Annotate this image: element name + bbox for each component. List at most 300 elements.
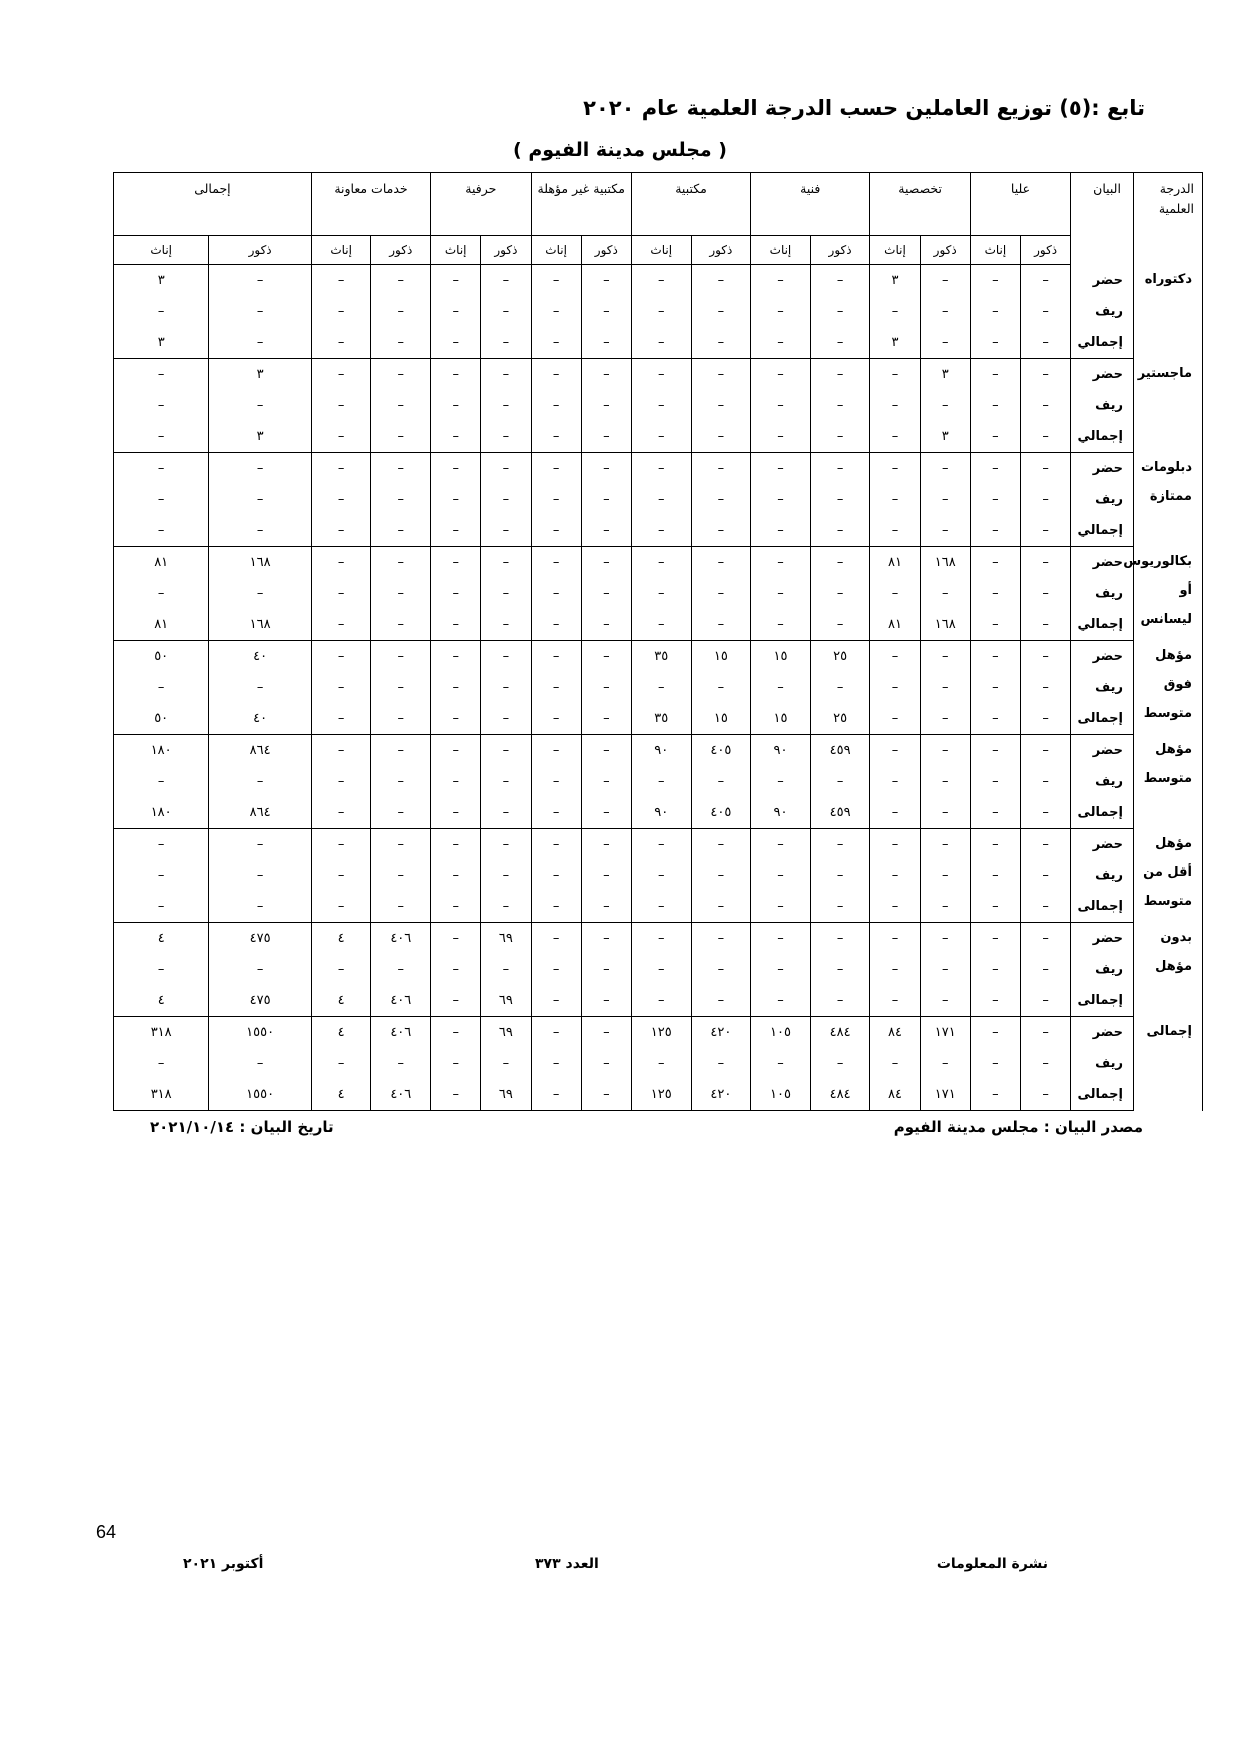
table-cell: – <box>970 421 1020 453</box>
table-cell: – <box>114 578 209 609</box>
table-cell: – <box>114 891 209 923</box>
table-cell: – <box>751 829 811 861</box>
table-cell: – <box>1021 1048 1071 1079</box>
table-row <box>114 985 1203 1017</box>
table-cell: – <box>870 390 920 421</box>
table-cell: – <box>691 766 751 797</box>
table-cell: – <box>1021 641 1071 673</box>
table-cell: – <box>751 923 811 955</box>
table-cell: – <box>751 453 811 485</box>
table-cell: – <box>371 954 431 985</box>
table-row <box>114 954 1203 985</box>
table-cell: – <box>114 860 209 891</box>
table-cell: – <box>810 609 870 641</box>
area-label: ريف <box>1071 484 1134 515</box>
table-cell: – <box>870 829 920 861</box>
table-cell: – <box>209 1048 312 1079</box>
table-cell: ١٧١ <box>920 1079 970 1111</box>
table-row <box>114 766 1203 797</box>
table-cell: – <box>371 797 431 829</box>
table-cell: ٣ <box>920 421 970 453</box>
table-cell: – <box>810 672 870 703</box>
table-cell: – <box>870 421 920 453</box>
table-cell: – <box>531 578 581 609</box>
table-cell: – <box>751 609 811 641</box>
table-cell: – <box>631 578 691 609</box>
table-cell: ١٦٨ <box>920 609 970 641</box>
table-cell: – <box>531 829 581 861</box>
table-cell: – <box>631 1048 691 1079</box>
table-cell: – <box>631 453 691 485</box>
table-cell: – <box>531 766 581 797</box>
table-cell: – <box>970 766 1020 797</box>
table-cell: – <box>209 484 312 515</box>
table-cell: – <box>1021 797 1071 829</box>
table-cell: – <box>691 578 751 609</box>
data-date: تاريخ البيان : ٢٠٢١/١٠/١٤ <box>150 1118 334 1136</box>
table-cell: – <box>431 641 481 673</box>
table-cell: – <box>691 390 751 421</box>
table-cell: ٤٠٥ <box>691 735 751 767</box>
table-cell: – <box>1021 265 1071 297</box>
table-cell: – <box>1021 860 1071 891</box>
table-cell: ٨٦٤ <box>209 797 312 829</box>
table-cell: ١٢٥ <box>631 1017 691 1049</box>
degree-label: بكالوريوس أو ليسانس <box>1133 547 1202 641</box>
table-cell: – <box>810 265 870 297</box>
table-cell: – <box>920 766 970 797</box>
table-cell: – <box>1021 578 1071 609</box>
table-cell: – <box>751 1048 811 1079</box>
area-label: حضر <box>1071 453 1134 485</box>
table-cell: – <box>691 829 751 861</box>
table-cell: – <box>581 923 631 955</box>
table-cell: – <box>581 327 631 359</box>
table-cell: – <box>581 1017 631 1049</box>
table-cell: ١٥ <box>751 641 811 673</box>
table-cell: ٣ <box>114 327 209 359</box>
table-cell: – <box>431 923 481 955</box>
table-cell: – <box>431 547 481 579</box>
table-cell: – <box>920 735 970 767</box>
area-label: ريف <box>1071 860 1134 891</box>
table-cell: – <box>1021 453 1071 485</box>
table-cell: – <box>691 1048 751 1079</box>
table-cell: – <box>481 954 531 985</box>
table-cell: ٣ <box>870 265 920 297</box>
table-row <box>114 1017 1203 1049</box>
table-cell: – <box>481 296 531 327</box>
table-cell: – <box>311 421 371 453</box>
header-females: إناث <box>431 236 481 265</box>
table-cell: – <box>531 390 581 421</box>
table-cell: – <box>631 672 691 703</box>
table-cell: – <box>970 829 1020 861</box>
table-cell: – <box>870 923 920 955</box>
table-cell: – <box>481 703 531 735</box>
header-females: إناث <box>311 236 371 265</box>
table-cell: – <box>209 578 312 609</box>
table-cell: ٨١ <box>114 609 209 641</box>
degree-label: بدون مؤهل <box>1133 923 1202 1017</box>
table-cell: ٣٥ <box>631 641 691 673</box>
table-cell: – <box>810 766 870 797</box>
table-cell: – <box>481 735 531 767</box>
table-cell: – <box>870 735 920 767</box>
table-cell: ٤٠ <box>209 641 312 673</box>
table-cell: – <box>311 860 371 891</box>
table-cell: ٣١٨ <box>114 1017 209 1049</box>
table-cell: – <box>311 672 371 703</box>
table-cell: – <box>1021 735 1071 767</box>
table-cell: – <box>870 296 920 327</box>
table-cell: ٤٠٦ <box>371 923 431 955</box>
table-cell: – <box>481 484 531 515</box>
table-cell: ٤٥٩ <box>810 735 870 767</box>
table-cell: – <box>311 327 371 359</box>
table-cell: – <box>371 860 431 891</box>
table-cell: – <box>1021 829 1071 861</box>
table-cell: – <box>970 1017 1020 1049</box>
table-cell: – <box>114 390 209 421</box>
table-cell: – <box>920 923 970 955</box>
table-cell: – <box>581 891 631 923</box>
table-cell: – <box>631 359 691 391</box>
table-cell: – <box>1021 1017 1071 1049</box>
table-cell: ٤٠٥ <box>691 797 751 829</box>
table-cell: – <box>531 797 581 829</box>
table-cell: – <box>581 735 631 767</box>
table-cell: – <box>371 829 431 861</box>
table-cell: – <box>691 453 751 485</box>
table-cell: ٤٨٤ <box>810 1017 870 1049</box>
table-cell: – <box>631 860 691 891</box>
table-cell: ٣ <box>870 327 920 359</box>
table-cell: – <box>481 672 531 703</box>
table-cell: – <box>970 547 1020 579</box>
table-cell: ١٥٥٠ <box>209 1017 312 1049</box>
area-label: ريف <box>1071 672 1134 703</box>
table-cell: – <box>631 829 691 861</box>
table-cell: – <box>209 766 312 797</box>
employees-by-degree-table <box>113 172 1203 1111</box>
table-cell: ١٦٨ <box>209 547 312 579</box>
area-label: حضر <box>1071 829 1134 861</box>
table-cell: – <box>114 515 209 547</box>
header-category-ulya: عليا <box>970 173 1070 236</box>
table-cell: – <box>751 359 811 391</box>
table-cell: – <box>1021 703 1071 735</box>
table-cell: – <box>1021 985 1071 1017</box>
table-cell: – <box>1021 954 1071 985</box>
table-cell: – <box>870 954 920 985</box>
table-cell: – <box>581 421 631 453</box>
table-cell: – <box>751 672 811 703</box>
area-label: إجمالي <box>1071 421 1134 453</box>
table-row <box>114 829 1203 861</box>
table-cell: – <box>870 515 920 547</box>
table-row <box>114 453 1203 485</box>
table-cell: – <box>481 641 531 673</box>
table-cell: – <box>371 359 431 391</box>
header-males: ذكور <box>209 236 312 265</box>
area-label: حضر <box>1071 265 1134 297</box>
table-cell: – <box>209 891 312 923</box>
table-cell: – <box>631 766 691 797</box>
table-cell: – <box>920 390 970 421</box>
table-cell: – <box>481 547 531 579</box>
table-cell: – <box>1021 484 1071 515</box>
table-cell: ١٨٠ <box>114 797 209 829</box>
table-cell: – <box>970 641 1020 673</box>
table-cell: – <box>691 985 751 1017</box>
table-cell: – <box>581 484 631 515</box>
table-cell: – <box>311 1048 371 1079</box>
table-cell: – <box>751 578 811 609</box>
table-cell: – <box>531 296 581 327</box>
table-cell: – <box>371 609 431 641</box>
table-cell: – <box>1021 672 1071 703</box>
table-cell: – <box>631 390 691 421</box>
table-cell: – <box>920 641 970 673</box>
table-cell: – <box>311 641 371 673</box>
table-cell: ٣ <box>114 265 209 297</box>
data-source: مصدر البيان : مجلس مدينة الفيوم <box>893 1118 1143 1136</box>
table-cell: – <box>311 547 371 579</box>
table-cell: – <box>631 421 691 453</box>
table-cell: – <box>371 296 431 327</box>
table-cell: – <box>1021 766 1071 797</box>
table-cell: – <box>531 860 581 891</box>
table-cell: – <box>209 453 312 485</box>
table-cell: – <box>751 985 811 1017</box>
header-females: إناث <box>751 236 811 265</box>
table-cell: – <box>481 265 531 297</box>
table-cell: – <box>431 578 481 609</box>
table-cell: ٤ <box>311 985 371 1017</box>
table-cell: – <box>970 703 1020 735</box>
table-cell: – <box>581 672 631 703</box>
area-label: إجمالي <box>1071 327 1134 359</box>
table-cell: – <box>209 829 312 861</box>
table-cell: – <box>810 578 870 609</box>
table-cell: – <box>371 766 431 797</box>
table-cell: – <box>114 954 209 985</box>
table-cell: – <box>970 453 1020 485</box>
table-cell: ٢٥ <box>810 641 870 673</box>
table-cell: ٨١ <box>870 547 920 579</box>
area-label: ريف <box>1071 1048 1134 1079</box>
table-cell: – <box>431 359 481 391</box>
table-cell: ٩٠ <box>751 797 811 829</box>
table-cell: – <box>209 390 312 421</box>
table-cell: – <box>751 484 811 515</box>
table-cell: ٤٠ <box>209 703 312 735</box>
table-cell: – <box>481 891 531 923</box>
table-cell: – <box>920 327 970 359</box>
table-cell: – <box>431 327 481 359</box>
table-cell: ٤ <box>114 985 209 1017</box>
table-cell: – <box>970 578 1020 609</box>
table-cell: – <box>870 1048 920 1079</box>
table-cell: ٦٩ <box>481 985 531 1017</box>
table-cell: – <box>810 547 870 579</box>
table-cell: – <box>751 296 811 327</box>
area-label: حضر <box>1071 359 1134 391</box>
table-row <box>114 672 1203 703</box>
header-bayan: البيان <box>1071 173 1134 265</box>
table-cell: ٤٥٩ <box>810 797 870 829</box>
table-cell: – <box>970 797 1020 829</box>
table-cell: – <box>581 1079 631 1111</box>
table-cell: – <box>531 453 581 485</box>
table-cell: – <box>311 609 371 641</box>
table-cell: – <box>691 954 751 985</box>
table-cell: – <box>870 672 920 703</box>
table-cell: – <box>531 1079 581 1111</box>
table-cell: – <box>371 390 431 421</box>
table-cell: – <box>431 515 481 547</box>
table-cell: – <box>371 703 431 735</box>
table-cell: – <box>311 954 371 985</box>
table-cell: – <box>431 296 481 327</box>
table-cell: – <box>920 860 970 891</box>
table-cell: – <box>691 672 751 703</box>
header-males: ذكور <box>691 236 751 265</box>
area-label: حضر <box>1071 1017 1134 1049</box>
header-category-maktabiya: مكتبية <box>631 173 750 236</box>
table-cell: – <box>970 735 1020 767</box>
area-label: إجمالي <box>1071 609 1134 641</box>
table-cell: – <box>114 829 209 861</box>
table-cell: ٩٠ <box>631 735 691 767</box>
table-cell: – <box>1021 359 1071 391</box>
table-cell: – <box>691 515 751 547</box>
table-cell: – <box>311 390 371 421</box>
table-cell: – <box>371 484 431 515</box>
table-cell: – <box>371 265 431 297</box>
table-row <box>114 609 1203 641</box>
table-cell: – <box>970 359 1020 391</box>
table-cell: – <box>531 515 581 547</box>
table-cell: – <box>311 578 371 609</box>
table-cell: – <box>970 390 1020 421</box>
table-cell: – <box>209 265 312 297</box>
table-row <box>114 484 1203 515</box>
table-cell: – <box>1021 609 1071 641</box>
table-cell: ١٥٥٠ <box>209 1079 312 1111</box>
table-cell: – <box>581 547 631 579</box>
table-cell: ١٧١ <box>920 1017 970 1049</box>
table-cell: – <box>970 985 1020 1017</box>
table-cell: – <box>691 296 751 327</box>
table-cell: – <box>581 1048 631 1079</box>
header-females: إناث <box>114 236 209 265</box>
table-cell: ٦٩ <box>481 1017 531 1049</box>
table-cell: – <box>481 1048 531 1079</box>
table-cell: – <box>431 829 481 861</box>
table-cell: – <box>810 829 870 861</box>
area-label: ريف <box>1071 578 1134 609</box>
table-row <box>114 359 1203 391</box>
table-cell: – <box>371 735 431 767</box>
table-cell: ١٥ <box>751 703 811 735</box>
table-cell: – <box>810 891 870 923</box>
table-cell: ٦٩ <box>481 1079 531 1111</box>
area-label: إجمالى <box>1071 703 1134 735</box>
table-cell: – <box>431 1079 481 1111</box>
table-cell: – <box>1021 923 1071 955</box>
table-cell: – <box>311 359 371 391</box>
table-cell: – <box>691 891 751 923</box>
table-cell: ٨١ <box>870 609 920 641</box>
table-cell: ٤٨٤ <box>810 1079 870 1111</box>
header-category-maktabiya-ghair-muahala: مكتبية غير مؤهلة <box>531 173 631 236</box>
table-cell: – <box>371 515 431 547</box>
table-cell: – <box>810 390 870 421</box>
table-cell: – <box>920 891 970 923</box>
table-cell: ٤٢٠ <box>691 1079 751 1111</box>
table-cell: – <box>920 954 970 985</box>
table-row <box>114 1048 1203 1079</box>
table-cell: – <box>311 766 371 797</box>
table-cell: – <box>810 515 870 547</box>
table-cell: – <box>209 296 312 327</box>
table-cell: – <box>531 547 581 579</box>
table-cell: – <box>691 327 751 359</box>
table-cell: – <box>691 265 751 297</box>
table-cell: – <box>810 296 870 327</box>
table-cell: – <box>751 860 811 891</box>
table-cell: – <box>751 515 811 547</box>
table-cell: – <box>920 703 970 735</box>
table-cell: – <box>209 860 312 891</box>
table-cell: – <box>870 703 920 735</box>
table-cell: ٥٠ <box>114 703 209 735</box>
table-cell: ٨١ <box>114 547 209 579</box>
table-cell: – <box>1021 296 1071 327</box>
table-cell: – <box>1021 515 1071 547</box>
table-row <box>114 327 1203 359</box>
table-cell: ٩٠ <box>751 735 811 767</box>
table-cell: ١٢٥ <box>631 1079 691 1111</box>
header-males: ذكور <box>371 236 431 265</box>
table-cell: – <box>870 766 920 797</box>
table-cell: – <box>114 453 209 485</box>
table-cell: ١٦٨ <box>209 609 312 641</box>
table-cell: – <box>531 735 581 767</box>
table-cell: – <box>531 484 581 515</box>
table-cell: – <box>920 578 970 609</box>
table-cell: – <box>431 672 481 703</box>
table-cell: – <box>920 265 970 297</box>
area-label: إجمالى <box>1071 985 1134 1017</box>
table-cell: – <box>970 1079 1020 1111</box>
area-label: ريف <box>1071 390 1134 421</box>
table-cell: – <box>114 421 209 453</box>
table-cell: – <box>481 453 531 485</box>
table-cell: – <box>581 954 631 985</box>
table-cell: – <box>431 891 481 923</box>
table-cell: – <box>209 672 312 703</box>
table-cell: ٤٧٥ <box>209 923 312 955</box>
table-cell: – <box>431 609 481 641</box>
table-row <box>114 578 1203 609</box>
table-cell: – <box>1021 891 1071 923</box>
table-cell: – <box>581 829 631 861</box>
table-cell: – <box>810 923 870 955</box>
table-cell: ٣ <box>209 421 312 453</box>
